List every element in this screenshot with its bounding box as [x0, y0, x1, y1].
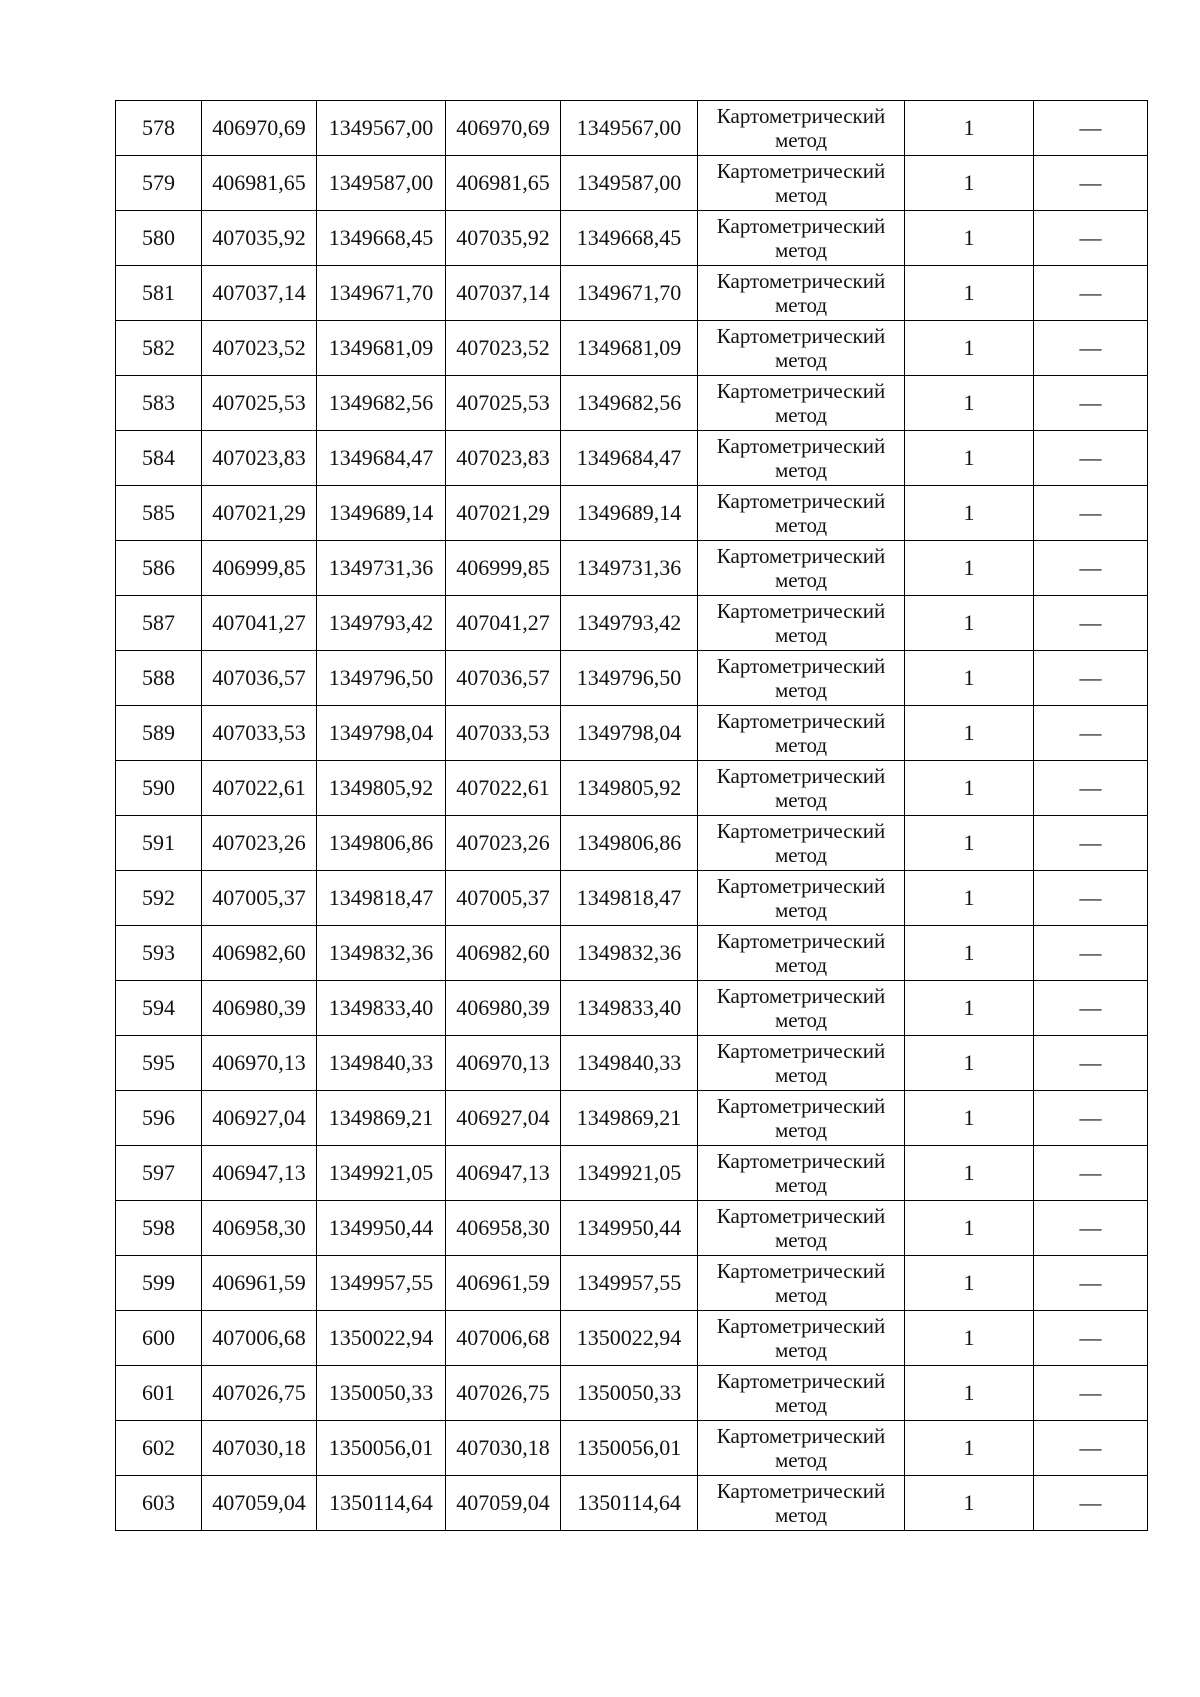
method-cell — [698, 211, 905, 266]
method-line-2: метод — [774, 293, 828, 317]
accuracy-cell: 1 — [905, 101, 1034, 156]
point-number-cell: 592 — [116, 871, 202, 926]
x-coordinate-new-cell: 407006,68 — [446, 1311, 561, 1366]
method-line-2: метод — [774, 458, 828, 482]
x-coordinate-cell: 407023,26 — [202, 816, 317, 871]
x-coordinate-new-cell: 407036,57 — [446, 651, 561, 706]
y-coordinate-new-cell: 1349681,09 — [561, 321, 698, 376]
y-coordinate-cell: 1349805,92 — [317, 761, 446, 816]
x-coordinate-new-cell: 406982,60 — [446, 926, 561, 981]
method-line-2: метод — [774, 1118, 828, 1142]
y-coordinate-new-cell: 1349731,36 — [561, 541, 698, 596]
y-coordinate-cell: 1349806,86 — [317, 816, 446, 871]
y-coordinate-new-cell: 1349587,00 — [561, 156, 698, 211]
y-coordinate-cell: 1349833,40 — [317, 981, 446, 1036]
method-cell — [698, 816, 905, 871]
x-coordinate-new-cell: 406970,69 — [446, 101, 561, 156]
x-coordinate-new-cell: 407023,83 — [446, 431, 561, 486]
y-coordinate-new-cell: 1349840,33 — [561, 1036, 698, 1091]
y-coordinate-new-cell: 1349682,56 — [561, 376, 698, 431]
y-coordinate-new-cell: 1349689,14 — [561, 486, 698, 541]
x-coordinate-cell: 406958,30 — [202, 1201, 317, 1256]
method-cell — [698, 871, 905, 926]
method-cell — [698, 981, 905, 1036]
y-coordinate-cell: 1349731,36 — [317, 541, 446, 596]
point-number-cell: 603 — [116, 1476, 202, 1531]
x-coordinate-cell: 407030,18 — [202, 1421, 317, 1476]
x-coordinate-cell: 407037,14 — [202, 266, 317, 321]
method-cell — [698, 1366, 905, 1421]
x-coordinate-cell: 406981,65 — [202, 156, 317, 211]
x-coordinate-cell: 407025,53 — [202, 376, 317, 431]
note-cell: — — [1034, 651, 1148, 706]
method-line-2: метод — [774, 1283, 828, 1307]
x-coordinate-cell: 406970,69 — [202, 101, 317, 156]
x-coordinate-cell: 407021,29 — [202, 486, 317, 541]
y-coordinate-new-cell: 1349671,70 — [561, 266, 698, 321]
table-row — [116, 376, 1148, 431]
x-coordinate-new-cell: 407026,75 — [446, 1366, 561, 1421]
y-coordinate-cell: 1349832,36 — [317, 926, 446, 981]
method-line-1: Картометрический — [716, 1479, 886, 1503]
x-coordinate-new-cell: 407021,29 — [446, 486, 561, 541]
x-coordinate-cell: 406980,39 — [202, 981, 317, 1036]
table-row — [116, 816, 1148, 871]
method-cell — [698, 651, 905, 706]
table-row — [116, 1366, 1148, 1421]
x-coordinate-new-cell: 407041,27 — [446, 596, 561, 651]
note-cell: — — [1034, 1036, 1148, 1091]
coordinates-table — [115, 100, 1148, 1531]
point-number-cell: 584 — [116, 431, 202, 486]
method-cell — [698, 706, 905, 761]
method-line-2: метод — [774, 1448, 828, 1472]
point-number-cell: 586 — [116, 541, 202, 596]
method-cell — [698, 101, 905, 156]
y-coordinate-new-cell: 1349684,47 — [561, 431, 698, 486]
x-coordinate-new-cell: 407059,04 — [446, 1476, 561, 1531]
y-coordinate-cell: 1350022,94 — [317, 1311, 446, 1366]
table-row — [116, 486, 1148, 541]
method-line-1: Картометрический — [716, 1094, 886, 1118]
method-cell — [698, 156, 905, 211]
y-coordinate-new-cell: 1349921,05 — [561, 1146, 698, 1201]
method-line-1: Картометрический — [716, 1259, 886, 1283]
method-cell — [698, 376, 905, 431]
method-cell — [698, 266, 905, 321]
method-line-2: метод — [774, 1503, 828, 1527]
y-coordinate-cell: 1349921,05 — [317, 1146, 446, 1201]
x-coordinate-cell: 407033,53 — [202, 706, 317, 761]
point-number-cell: 585 — [116, 486, 202, 541]
method-line-1: Картометрический — [716, 489, 886, 513]
table-row — [116, 1146, 1148, 1201]
point-number-cell: 598 — [116, 1201, 202, 1256]
point-number-cell: 593 — [116, 926, 202, 981]
point-number-cell: 596 — [116, 1091, 202, 1146]
method-cell — [698, 1091, 905, 1146]
y-coordinate-cell: 1349950,44 — [317, 1201, 446, 1256]
note-cell: — — [1034, 816, 1148, 871]
y-coordinate-new-cell: 1349567,00 — [561, 101, 698, 156]
x-coordinate-new-cell: 406999,85 — [446, 541, 561, 596]
method-line-2: метод — [774, 183, 828, 207]
note-cell: — — [1034, 871, 1148, 926]
method-cell — [698, 431, 905, 486]
method-line-1: Картометрический — [716, 819, 886, 843]
note-cell: — — [1034, 1201, 1148, 1256]
accuracy-cell: 1 — [905, 706, 1034, 761]
method-line-1: Картометрический — [716, 544, 886, 568]
table-row — [116, 1256, 1148, 1311]
y-coordinate-cell: 1349818,47 — [317, 871, 446, 926]
table-row — [116, 706, 1148, 761]
y-coordinate-new-cell: 1349832,36 — [561, 926, 698, 981]
method-cell — [698, 1476, 905, 1531]
table-row — [116, 101, 1148, 156]
method-line-2: метод — [774, 623, 828, 647]
table-row — [116, 1421, 1148, 1476]
accuracy-cell: 1 — [905, 871, 1034, 926]
table-row — [116, 981, 1148, 1036]
method-line-2: метод — [774, 513, 828, 537]
table-row — [116, 651, 1148, 706]
x-coordinate-new-cell: 407037,14 — [446, 266, 561, 321]
method-line-1: Картометрический — [716, 874, 886, 898]
note-cell: — — [1034, 926, 1148, 981]
note-cell: — — [1034, 266, 1148, 321]
point-number-cell: 582 — [116, 321, 202, 376]
x-coordinate-cell: 406982,60 — [202, 926, 317, 981]
y-coordinate-cell: 1349957,55 — [317, 1256, 446, 1311]
method-cell — [698, 486, 905, 541]
method-cell — [698, 1146, 905, 1201]
method-line-1: Картометрический — [716, 434, 886, 458]
note-cell: — — [1034, 541, 1148, 596]
x-coordinate-new-cell: 407005,37 — [446, 871, 561, 926]
note-cell: — — [1034, 1476, 1148, 1531]
y-coordinate-cell: 1349587,00 — [317, 156, 446, 211]
point-number-cell: 579 — [116, 156, 202, 211]
accuracy-cell: 1 — [905, 321, 1034, 376]
method-line-2: метод — [774, 238, 828, 262]
y-coordinate-cell: 1349681,09 — [317, 321, 446, 376]
method-line-2: метод — [774, 1393, 828, 1417]
note-cell: — — [1034, 761, 1148, 816]
table-body — [116, 101, 1148, 1531]
accuracy-cell: 1 — [905, 376, 1034, 431]
y-coordinate-new-cell: 1349796,50 — [561, 651, 698, 706]
method-cell — [698, 761, 905, 816]
note-cell: — — [1034, 706, 1148, 761]
x-coordinate-new-cell: 407030,18 — [446, 1421, 561, 1476]
y-coordinate-new-cell: 1350114,64 — [561, 1476, 698, 1531]
note-cell: — — [1034, 1256, 1148, 1311]
accuracy-cell: 1 — [905, 211, 1034, 266]
note-cell: — — [1034, 596, 1148, 651]
note-cell: — — [1034, 376, 1148, 431]
point-number-cell: 599 — [116, 1256, 202, 1311]
method-line-1: Картометрический — [716, 1314, 886, 1338]
accuracy-cell: 1 — [905, 651, 1034, 706]
y-coordinate-new-cell: 1349798,04 — [561, 706, 698, 761]
x-coordinate-new-cell: 407035,92 — [446, 211, 561, 266]
method-line-2: метод — [774, 568, 828, 592]
y-coordinate-new-cell: 1349833,40 — [561, 981, 698, 1036]
y-coordinate-cell: 1349689,14 — [317, 486, 446, 541]
y-coordinate-cell: 1349869,21 — [317, 1091, 446, 1146]
method-cell — [698, 541, 905, 596]
table-row — [116, 156, 1148, 211]
note-cell: — — [1034, 101, 1148, 156]
x-coordinate-cell: 407059,04 — [202, 1476, 317, 1531]
point-number-cell: 583 — [116, 376, 202, 431]
y-coordinate-new-cell: 1350050,33 — [561, 1366, 698, 1421]
table-row — [116, 431, 1148, 486]
table-row — [116, 266, 1148, 321]
accuracy-cell: 1 — [905, 1256, 1034, 1311]
method-line-1: Картометрический — [716, 1204, 886, 1228]
accuracy-cell: 1 — [905, 1036, 1034, 1091]
x-coordinate-cell: 407023,83 — [202, 431, 317, 486]
x-coordinate-new-cell: 406970,13 — [446, 1036, 561, 1091]
table-row — [116, 321, 1148, 376]
y-coordinate-new-cell: 1349805,92 — [561, 761, 698, 816]
y-coordinate-new-cell: 1349806,86 — [561, 816, 698, 871]
x-coordinate-new-cell: 407022,61 — [446, 761, 561, 816]
table-row — [116, 1476, 1148, 1531]
y-coordinate-new-cell: 1349793,42 — [561, 596, 698, 651]
accuracy-cell: 1 — [905, 431, 1034, 486]
y-coordinate-cell: 1349798,04 — [317, 706, 446, 761]
y-coordinate-cell: 1349668,45 — [317, 211, 446, 266]
x-coordinate-cell: 407036,57 — [202, 651, 317, 706]
point-number-cell: 600 — [116, 1311, 202, 1366]
accuracy-cell: 1 — [905, 761, 1034, 816]
method-line-1: Картометрический — [716, 599, 886, 623]
method-line-1: Картометрический — [716, 1149, 886, 1173]
table-row — [116, 1311, 1148, 1366]
y-coordinate-cell: 1349796,50 — [317, 651, 446, 706]
y-coordinate-new-cell: 1350022,94 — [561, 1311, 698, 1366]
note-cell: — — [1034, 981, 1148, 1036]
method-line-1: Картометрический — [716, 214, 886, 238]
point-number-cell: 602 — [116, 1421, 202, 1476]
x-coordinate-new-cell: 407023,52 — [446, 321, 561, 376]
method-line-2: метод — [774, 1063, 828, 1087]
point-number-cell: 594 — [116, 981, 202, 1036]
method-line-1: Картометрический — [716, 324, 886, 348]
table-row — [116, 596, 1148, 651]
y-coordinate-cell: 1350114,64 — [317, 1476, 446, 1531]
method-line-1: Картометрический — [716, 159, 886, 183]
point-number-cell: 588 — [116, 651, 202, 706]
y-coordinate-cell: 1350056,01 — [317, 1421, 446, 1476]
x-coordinate-cell: 407023,52 — [202, 321, 317, 376]
method-line-1: Картометрический — [716, 269, 886, 293]
y-coordinate-new-cell: 1349950,44 — [561, 1201, 698, 1256]
x-coordinate-new-cell: 406947,13 — [446, 1146, 561, 1201]
x-coordinate-cell: 407022,61 — [202, 761, 317, 816]
y-coordinate-cell: 1349682,56 — [317, 376, 446, 431]
x-coordinate-cell: 407041,27 — [202, 596, 317, 651]
x-coordinate-cell: 406947,13 — [202, 1146, 317, 1201]
note-cell: — — [1034, 1146, 1148, 1201]
method-line-1: Картометрический — [716, 929, 886, 953]
y-coordinate-cell: 1350050,33 — [317, 1366, 446, 1421]
method-line-2: метод — [774, 403, 828, 427]
method-line-2: метод — [774, 788, 828, 812]
method-line-1: Картометрический — [716, 709, 886, 733]
x-coordinate-cell: 407026,75 — [202, 1366, 317, 1421]
point-number-cell: 590 — [116, 761, 202, 816]
method-line-1: Картометрический — [716, 379, 886, 403]
method-line-2: метод — [774, 348, 828, 372]
table-row — [116, 871, 1148, 926]
x-coordinate-new-cell: 407023,26 — [446, 816, 561, 871]
method-cell — [698, 1421, 905, 1476]
note-cell: — — [1034, 211, 1148, 266]
method-line-2: метод — [774, 1008, 828, 1032]
method-line-2: метод — [774, 898, 828, 922]
method-line-1: Картометрический — [716, 1424, 886, 1448]
x-coordinate-new-cell: 406927,04 — [446, 1091, 561, 1146]
x-coordinate-new-cell: 406958,30 — [446, 1201, 561, 1256]
method-line-1: Картометрический — [716, 104, 886, 128]
point-number-cell: 601 — [116, 1366, 202, 1421]
point-number-cell: 595 — [116, 1036, 202, 1091]
point-number-cell: 597 — [116, 1146, 202, 1201]
method-line-1: Картометрический — [716, 1369, 886, 1393]
accuracy-cell: 1 — [905, 1366, 1034, 1421]
y-coordinate-new-cell: 1350056,01 — [561, 1421, 698, 1476]
method-cell — [698, 1311, 905, 1366]
table-row — [116, 541, 1148, 596]
method-cell — [698, 1036, 905, 1091]
accuracy-cell: 1 — [905, 1146, 1034, 1201]
x-coordinate-cell: 406999,85 — [202, 541, 317, 596]
x-coordinate-new-cell: 406961,59 — [446, 1256, 561, 1311]
accuracy-cell: 1 — [905, 1476, 1034, 1531]
x-coordinate-cell: 406961,59 — [202, 1256, 317, 1311]
method-line-1: Картометрический — [716, 1039, 886, 1063]
method-cell — [698, 1201, 905, 1256]
accuracy-cell: 1 — [905, 156, 1034, 211]
table-row — [116, 211, 1148, 266]
y-coordinate-new-cell: 1349668,45 — [561, 211, 698, 266]
method-cell — [698, 1256, 905, 1311]
point-number-cell: 578 — [116, 101, 202, 156]
table-row — [116, 1201, 1148, 1256]
point-number-cell: 581 — [116, 266, 202, 321]
accuracy-cell: 1 — [905, 981, 1034, 1036]
method-line-1: Картометрический — [716, 984, 886, 1008]
method-line-2: метод — [774, 843, 828, 867]
y-coordinate-new-cell: 1349869,21 — [561, 1091, 698, 1146]
note-cell: — — [1034, 486, 1148, 541]
method-line-2: метод — [774, 128, 828, 152]
y-coordinate-cell: 1349793,42 — [317, 596, 446, 651]
y-coordinate-cell: 1349684,47 — [317, 431, 446, 486]
method-line-2: метод — [774, 953, 828, 977]
note-cell: — — [1034, 1091, 1148, 1146]
x-coordinate-new-cell: 407025,53 — [446, 376, 561, 431]
table-row — [116, 761, 1148, 816]
point-number-cell: 589 — [116, 706, 202, 761]
x-coordinate-cell: 406970,13 — [202, 1036, 317, 1091]
point-number-cell: 591 — [116, 816, 202, 871]
table-row — [116, 926, 1148, 981]
x-coordinate-cell: 406927,04 — [202, 1091, 317, 1146]
note-cell: — — [1034, 156, 1148, 211]
y-coordinate-cell: 1349671,70 — [317, 266, 446, 321]
x-coordinate-cell: 407035,92 — [202, 211, 317, 266]
accuracy-cell: 1 — [905, 926, 1034, 981]
accuracy-cell: 1 — [905, 541, 1034, 596]
accuracy-cell: 1 — [905, 1421, 1034, 1476]
method-cell — [698, 596, 905, 651]
accuracy-cell: 1 — [905, 596, 1034, 651]
note-cell: — — [1034, 1311, 1148, 1366]
method-line-2: метод — [774, 1173, 828, 1197]
note-cell: — — [1034, 1366, 1148, 1421]
accuracy-cell: 1 — [905, 1091, 1034, 1146]
table-row — [116, 1091, 1148, 1146]
method-line-2: метод — [774, 1228, 828, 1252]
point-number-cell: 580 — [116, 211, 202, 266]
point-number-cell: 587 — [116, 596, 202, 651]
y-coordinate-cell: 1349840,33 — [317, 1036, 446, 1091]
accuracy-cell: 1 — [905, 486, 1034, 541]
method-line-2: метод — [774, 733, 828, 757]
table-row — [116, 1036, 1148, 1091]
note-cell: — — [1034, 1421, 1148, 1476]
x-coordinate-new-cell: 407033,53 — [446, 706, 561, 761]
y-coordinate-new-cell: 1349957,55 — [561, 1256, 698, 1311]
method-line-1: Картометрический — [716, 654, 886, 678]
x-coordinate-new-cell: 406981,65 — [446, 156, 561, 211]
note-cell: — — [1034, 321, 1148, 376]
accuracy-cell: 1 — [905, 1201, 1034, 1256]
method-line-2: метод — [774, 1338, 828, 1362]
method-line-1: Картометрический — [716, 764, 886, 788]
method-cell — [698, 926, 905, 981]
x-coordinate-new-cell: 406980,39 — [446, 981, 561, 1036]
accuracy-cell: 1 — [905, 816, 1034, 871]
y-coordinate-cell: 1349567,00 — [317, 101, 446, 156]
y-coordinate-new-cell: 1349818,47 — [561, 871, 698, 926]
accuracy-cell: 1 — [905, 266, 1034, 321]
x-coordinate-cell: 407006,68 — [202, 1311, 317, 1366]
method-cell — [698, 321, 905, 376]
accuracy-cell: 1 — [905, 1311, 1034, 1366]
note-cell: — — [1034, 431, 1148, 486]
method-line-2: метод — [774, 678, 828, 702]
x-coordinate-cell: 407005,37 — [202, 871, 317, 926]
